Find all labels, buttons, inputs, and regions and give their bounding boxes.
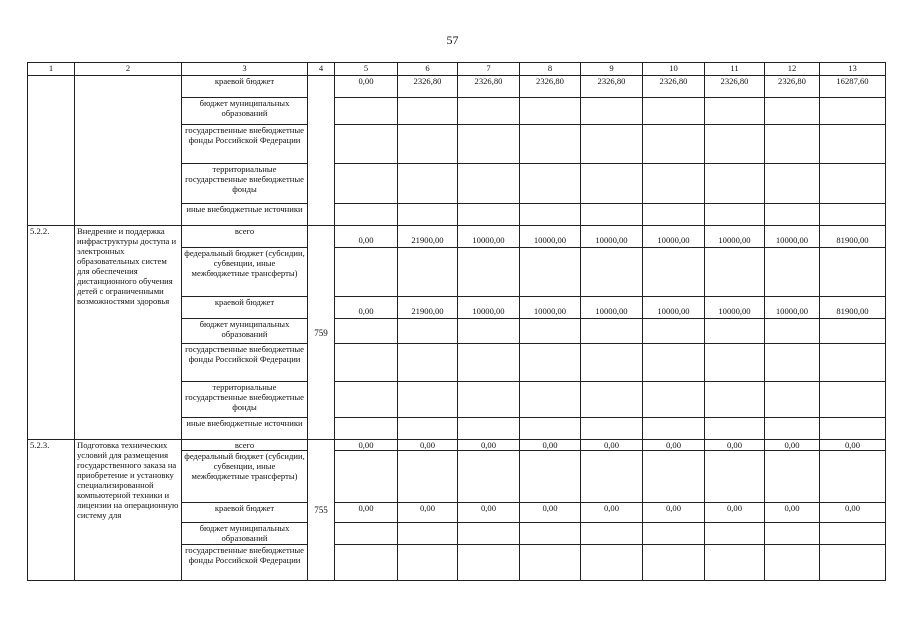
value-cell: 10000,00 [765, 297, 820, 319]
table-row [28, 76, 886, 98]
value-cell: 0,00 [520, 503, 581, 523]
source-label: государственные внебюджетные фонды Российской Федерации [182, 344, 308, 382]
source-label: иные внебюджетные источники [182, 204, 308, 226]
table-row [28, 226, 886, 248]
value-cell: 10000,00 [581, 297, 643, 319]
source-label: федеральный бюджет (субсидии, субвенции, иные межбюджетные трансферты) [182, 451, 308, 503]
header-cell: 6 [398, 63, 458, 76]
value-cell: 0,00 [581, 503, 643, 523]
value-cell: 0,00 [643, 440, 705, 451]
value-cell: 10000,00 [643, 226, 705, 248]
code-cell: 755 [308, 440, 335, 581]
value-cell: 10000,00 [458, 226, 520, 248]
item-number-cell [28, 76, 75, 226]
source-label: государственные внебюджетные фонды Российской Федерации [182, 125, 308, 164]
source-label: всего [182, 226, 308, 248]
source-label: краевой бюджет [182, 297, 308, 319]
header-cell: 1 [28, 63, 75, 76]
source-label: всего [182, 440, 308, 451]
value-cell: 0,00 [335, 76, 398, 98]
value-cell: 0,00 [765, 503, 820, 523]
table-row [28, 440, 886, 451]
value-cell: 0,00 [398, 503, 458, 523]
code-cell [308, 76, 335, 226]
source-label: территориальные государственные внебюджетные фонды [182, 382, 308, 418]
value-cell: 81900,00 [820, 226, 886, 248]
budget-table [27, 62, 886, 581]
value-cell: 10000,00 [581, 226, 643, 248]
value-cell: 2326,80 [398, 76, 458, 98]
header-cell: 9 [581, 63, 643, 76]
item-name-cell: Подготовка технических условий для размещения государственного заказа на приобретение и установку специализированной компьютерной техники и лицензии на операционную систему для [75, 440, 182, 581]
header-cell: 12 [765, 63, 820, 76]
page-number: 57 [446, 33, 459, 47]
item-name-cell: Внедрение и поддержка инфраструктуры доступа и электронных образовательных систем для обеспечения дистанционного обучения детей с ограниченными возможностями здоровья [75, 226, 182, 440]
value-cell: 0,00 [335, 440, 398, 451]
header-cell: 7 [458, 63, 520, 76]
header-cell: 5 [335, 63, 398, 76]
value-cell: 0,00 [335, 226, 398, 248]
value-cell: 0,00 [520, 440, 581, 451]
value-cell: 2326,80 [581, 76, 643, 98]
value-cell: 2326,80 [705, 76, 765, 98]
header-cell: 2 [75, 63, 182, 76]
source-label: краевой бюджет [182, 76, 308, 98]
value-cell: 0,00 [705, 440, 765, 451]
value-cell: 0,00 [643, 503, 705, 523]
header-cell: 8 [520, 63, 581, 76]
item-number-cell: 5.2.2. [28, 226, 75, 440]
source-label: краевой бюджет [182, 503, 308, 523]
value-cell: 0,00 [705, 503, 765, 523]
source-label: федеральный бюджет (субсидии, субвенции, иные межбюджетные трансферты) [182, 248, 308, 297]
value-cell: 10000,00 [520, 297, 581, 319]
value-cell: 0,00 [398, 440, 458, 451]
source-label: бюджет муниципальных образований [182, 98, 308, 125]
value-cell: 0,00 [335, 503, 398, 523]
code-cell: 759 [308, 226, 335, 440]
value-cell: 2326,80 [520, 76, 581, 98]
value-cell: 16287,60 [820, 76, 886, 98]
value-cell: 10000,00 [705, 297, 765, 319]
value-cell: 0,00 [765, 440, 820, 451]
item-name-cell [75, 76, 182, 226]
value-cell: 0,00 [581, 440, 643, 451]
value-cell: 21900,00 [398, 226, 458, 248]
value-cell: 10000,00 [765, 226, 820, 248]
header-cell: 11 [705, 63, 765, 76]
value-cell: 10000,00 [705, 226, 765, 248]
header-cell: 10 [643, 63, 705, 76]
source-label: бюджет муниципальных образований [182, 523, 308, 545]
value-cell: 10000,00 [520, 226, 581, 248]
value-cell: 81900,00 [820, 297, 886, 319]
header-cell: 4 [308, 63, 335, 76]
source-label: государственные внебюджетные фонды Российской Федерации [182, 545, 308, 581]
header-cell: 13 [820, 63, 886, 76]
value-cell: 2326,80 [458, 76, 520, 98]
value-cell: 0,00 [335, 297, 398, 319]
source-label: бюджет муниципальных образований [182, 319, 308, 344]
value-cell: 2326,80 [643, 76, 705, 98]
value-cell: 10000,00 [458, 297, 520, 319]
value-cell: 0,00 [820, 503, 886, 523]
header-row [28, 63, 886, 76]
value-cell: 2326,80 [765, 76, 820, 98]
value-cell: 10000,00 [643, 297, 705, 319]
value-cell: 0,00 [820, 440, 886, 451]
value-cell: 21900,00 [398, 297, 458, 319]
header-cell: 3 [182, 63, 308, 76]
value-cell: 0,00 [458, 440, 520, 451]
item-number-cell: 5.2.3. [28, 440, 75, 581]
source-label: иные внебюджетные источники [182, 418, 308, 440]
source-label: территориальные государственные внебюджетные фонды [182, 164, 308, 204]
value-cell: 0,00 [458, 503, 520, 523]
